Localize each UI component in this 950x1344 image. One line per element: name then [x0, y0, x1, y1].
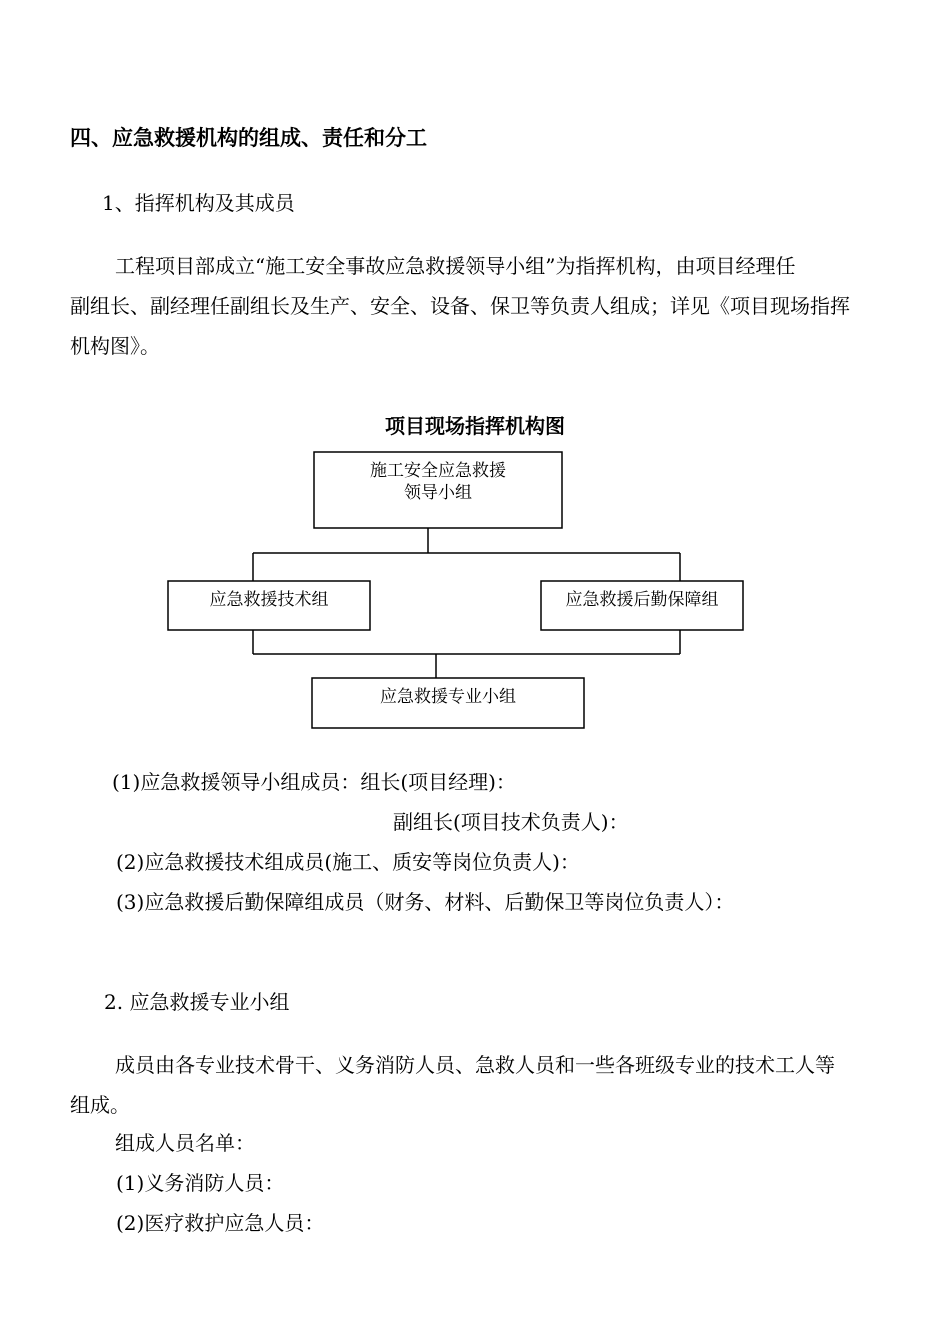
box-technical-label: 应急救援技术组	[209, 590, 329, 610]
intro-line-3: 机构图》。	[70, 334, 160, 358]
box-specialist-label: 应急救援专业小组	[380, 687, 516, 707]
group-item-2: (2)医疗救护应急人员：	[116, 1211, 325, 1235]
group-item-1: (1)义务消防人员：	[116, 1171, 285, 1195]
group-line-1: 成员由各专业技术骨干、义务消防人员、急救人员和一些各班级专业的技术工人等	[115, 1053, 835, 1077]
member-item-3: (3)应急救援后勤保障组成员（财务、材料、后勤保卫等岗位负责人）：	[116, 890, 735, 914]
box-logistics-label: 应急救援后勤保障组	[565, 590, 719, 610]
subsection-1-title: 1、指挥机构及其成员	[102, 191, 295, 215]
box-leadership-label	[314, 460, 562, 504]
org-chart-title: 项目现场指挥机构图	[385, 414, 565, 438]
group-line-2: 组成。	[70, 1093, 130, 1117]
member-item-2: (2)应急救援技术组成员(施工、质安等岗位负责人)：	[116, 850, 580, 874]
section-heading: 四、应急救援机构的组成、责任和分工	[70, 125, 427, 150]
member-item-1: (1)应急救援领导小组成员：组长(项目经理)：	[112, 770, 516, 794]
group-list-title: 组成人员名单：	[115, 1131, 255, 1155]
intro-line-2: 副组长、副经理任副组长及生产、安全、设备、保卫等负责人组成；详见《项目现场指挥	[70, 294, 850, 318]
subsection-2-title: 2. 应急救援专业小组	[104, 990, 290, 1014]
box-leadership-line-2: 领导小组	[404, 483, 472, 503]
box-leadership-line-1: 施工安全应急救援	[370, 461, 506, 481]
intro-line-1: 工程项目部成立“施工安全事故应急救援领导小组”为指挥机构，由项目经理任	[115, 254, 796, 278]
member-item-1b: 副组长(项目技术负责人)：	[393, 810, 629, 834]
